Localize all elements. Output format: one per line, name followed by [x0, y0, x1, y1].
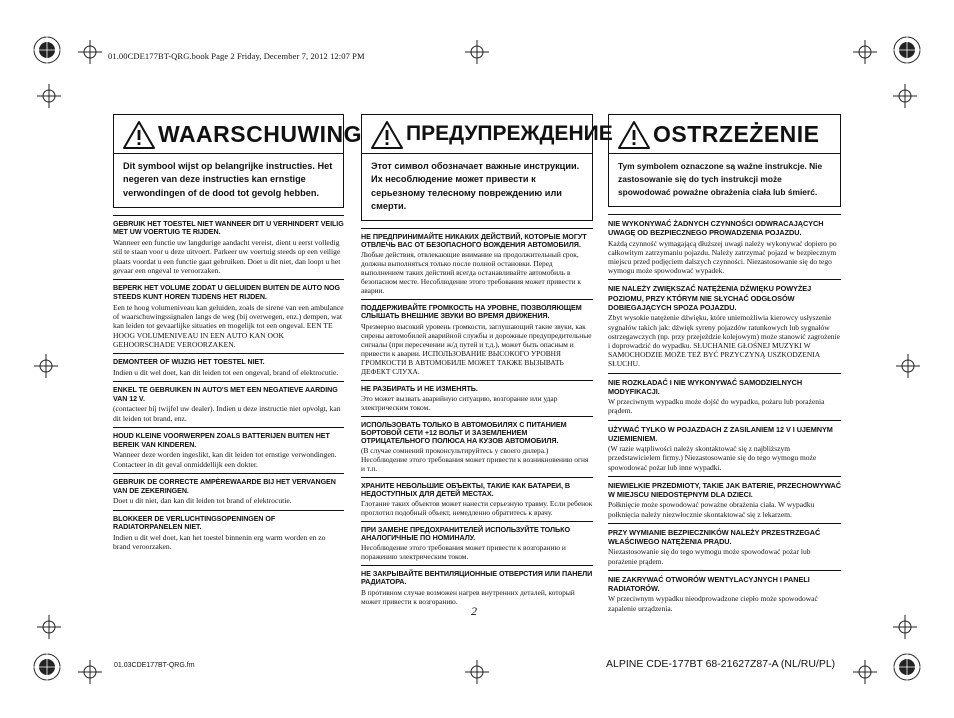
- warning-item-body: Это может вызвать аварийную ситуацию, возгорание или удар электрическим током.: [361, 393, 558, 412]
- warning-item-title: ИСПОЛЬЗОВАТЬ ТОЛЬКО В АВТОМОБИЛЯХ С ПИТАНИЕМ БОРТОВОЙ СЕТИ +12 ВОЛЬТ И ЗАЗЕМЛЕНИЕМ ОТРИЦАТЕЛЬНОГО ПОЛЮСА НА КУЗОВ АВТОМОБИЛЯ.: [361, 419, 567, 445]
- warning-item-title: NIE NALEŻY ZWIĘKSZAĆ NATĘŻENIA DŹWIĘKU POWYŻEJ POZIOMU, PRZY KTÓRYM NIE SŁYCHAĆ ODGŁOSÓW DOBIEGAJĄCYCH SPOZA POJAZDU.: [608, 284, 812, 312]
- crosshair-mark: [37, 615, 61, 639]
- warning-header-box: [608, 114, 841, 154]
- warning-item-title: NIE WYKONYWAĆ ŻADNYCH CZYNNOŚCI ODWRACAJĄCYCH UWAGĘ OD BEZPIECZNEGO PROWADZENIA POJAZDU.: [608, 219, 824, 238]
- registration-mark-bottom-right: [890, 650, 924, 684]
- warning-triangle-icon: [370, 120, 404, 150]
- warning-title: WAARSCHUWING: [158, 121, 363, 147]
- warning-item-title: NIEWIELKIE PRZEDMIOTY, TAKIE JAK BATERIE, PRZECHOWYWAĆ W MIEJSCU NIEDOSTĘPNYM DLA DZIECI.: [608, 480, 841, 500]
- warning-item-title: GEBRUIK DE CORRECTE AMPÈREWAARDE BIJ HET VERVANGEN VAN DE ZEKERINGEN.: [113, 478, 336, 495]
- crosshair-mark: [78, 40, 102, 64]
- warning-item: [361, 477, 593, 517]
- warning-item-body: Indien u dit wel doet, kan dit leiden tot een ongeval, brand of elektrocutie.: [113, 367, 339, 377]
- crosshair-mark: [893, 84, 917, 108]
- column-dutch: [113, 114, 363, 552]
- print-header: 01.00CDE177BT-QRG.book Page 2 Friday, December 7, 2012 12:07 PM: [108, 51, 365, 61]
- warning-intro: Dit symbool wijst op belangrijke instructies. Het negeren van deze instructies kan ernstige verwondingen of de dood tot gevolg hebben.: [113, 154, 344, 208]
- warning-item-title: UŻYWAĆ TYLKO W POJAZDACH Z ZASILANIEM 12 V I UJEMNYM UZIEMIENIEM.: [608, 424, 833, 443]
- crosshair-mark: [78, 660, 102, 684]
- warning-item-body: Doet u dit niet, dan kan dit leiden tot brand of elektrocutie.: [113, 496, 292, 506]
- warning-item: [361, 565, 593, 605]
- warning-item: [113, 427, 344, 469]
- warning-item: [361, 416, 593, 473]
- column-russian: [361, 114, 613, 606]
- warning-item-body: W przeciwnym wypadku może dojść do wypadku, pożaru lub porażenia prądem.: [608, 397, 825, 416]
- registration-mark-top-right: [890, 33, 924, 67]
- warning-item: [113, 510, 344, 552]
- warning-item-body: В противном случае возможен нагрев внутренних деталей, который может привести к возгоранию.: [361, 587, 575, 606]
- column-polish: [608, 114, 841, 613]
- warning-item-body: Любые действия, отвлекающие внимание на продолжительный срок, должны выполняться только после полной остановки. Перед выполнением таких действий всегда останавливайте автомобиль в безопасном месте. Несоблюдение этого требования может привести к аварии.: [361, 250, 581, 296]
- crosshair-mark: [465, 40, 489, 64]
- page-number: 2: [471, 604, 477, 618]
- warning-item-body: Чрезмерно высокий уровень громкости, заглушающий такие звуки, как сирены автомобилей аварийной службы и дорожные предупредительные сигналы (при пересечении ж/д путей и т.д.), может быть опасным и привести к аварии. ИСПОЛЬЗОВАНИЕ ВЫСОКОГО УРОВНЯ ГРОМКОСТИ В АВТОМОБИЛЕ МОЖЕТ ТАКЖЕ ВЫЗЫВАТЬ ДЕФЕКТ СЛУХА.: [361, 321, 592, 376]
- warning-item-title: BEPERK HET VOLUME ZODAT U GELUIDEN BUITEN DE AUTO NOG STEEDS KUNT HOREN TIJDENS HET RIJDEN.: [113, 284, 340, 302]
- warning-title: OSTRZEŻENIE: [653, 121, 820, 147]
- warning-item-body: (W razie wątpliwości należy skontaktować się z najbliższym przedstawicielem firmy.) Niezastosowanie się do tego wymogu może spowodować pożar lub inne wypadki.: [608, 444, 817, 472]
- warning-item: [113, 381, 344, 423]
- warning-title: ПРЕДУПРЕЖДЕНИЕ: [406, 122, 613, 145]
- footer-model-code: ALPINE CDE-177BT 68-21627Z87-A (NL/RU/PL): [606, 658, 836, 670]
- warning-item-title: НЕ ЗАКРЫВАЙТЕ ВЕНТИЛЯЦИОННЫЕ ОТВЕРСТИЯ ИЛИ ПАНЕЛИ РАДИАТОРА.: [361, 569, 593, 587]
- warning-item-title: ПОДДЕРЖИВАЙТЕ ГРОМКОСТЬ НА УРОВНЕ, ПОЗВОЛЯЮЩЕМ СЛЫШАТЬ ВНЕШНИЕ ЗВУКИ ВО ВРЕМЯ ДВИЖЕНИЯ.: [361, 303, 582, 321]
- warning-item-title: ХРАНИТЕ НЕБОЛЬШИЕ ОБЪЕКТЫ, ТАКИЕ КАК БАТАРЕИ, В НЕДОСТУПНЫХ ДЛЯ ДЕТЕЙ МЕСТАХ.: [361, 480, 571, 499]
- crosshair-mark: [465, 660, 489, 684]
- warning-triangle-icon: [122, 120, 156, 150]
- warning-item-title: ENKEL TE GEBRUIKEN IN AUTO'S MET EEN NEGATIEVE AARDING VAN 12 V.: [113, 386, 338, 403]
- warning-intro: Tym symbolem oznaczone są ważne instrukcje. Nie zastosowanie się do tych instrukcji może spowodować poważne obrażenia ciała lub śmierć.: [608, 154, 841, 207]
- crosshair-mark: [853, 660, 877, 684]
- crosshair-mark: [34, 354, 58, 378]
- warning-item: [361, 299, 593, 375]
- crosshair-mark: [853, 40, 877, 64]
- warning-item-title: ПРИ ЗАМЕНЕ ПРЕДОХРАНИТЕЛЕЙ ИСПОЛЬЗУЙТЕ ТОЛЬКО АНАЛОГИЧНЫЕ ПО НОМИНАЛУ.: [361, 525, 571, 543]
- warning-item: [113, 473, 344, 506]
- warning-item: [608, 523, 841, 566]
- warning-item: [113, 353, 344, 377]
- warning-item: [361, 380, 593, 412]
- warning-item-title: HOUD KLEINE VOORWERPEN ZOALS BATTERIJEN BUITEN HET BEREIK VAN KINDEREN.: [113, 432, 330, 449]
- warning-item-body: (contacteer bij twijfel uw dealer). Indien u deze instructie niet opvolgt, kan dit leiden tot brand, enz.: [113, 404, 341, 423]
- warning-item-title: PRZY WYMIANIE BEZPIECZNIKÓW NALEŻY PRZESTRZEGAĆ WŁAŚCIWEGO NATĘŻENIA PRĄDU.: [608, 527, 821, 547]
- warning-item: [113, 279, 344, 349]
- registration-mark-top-left: [30, 33, 64, 67]
- warning-item-body: Несоблюдение этого требования может привести к возгоранию и поражению электрическим током.: [361, 543, 566, 562]
- crosshair-mark: [37, 84, 61, 108]
- warning-item-body: Wanneer een functie uw langdurige aandacht vereist, dient u eerst volledig stil te staan voor u deze uitvoert. Parkeer uw voertuig steeds op een veilige plaats voordat u een functie gaat gebruiken. Doet u dit niet, dan loopt u het gevaar een ongeval te veroorzaken.: [113, 238, 341, 276]
- warning-item: [608, 279, 841, 368]
- warning-header-box: [113, 114, 363, 154]
- warning-header-box: [361, 114, 613, 154]
- warning-item-body: Każdą czynność wymagającą dłuższej uwagi należy wykonywać dopiero po całkowitym zatrzymaniu pojazdu. Należy zatrzymać pojazd w bezpiecznym miejscu przed podjęciem dalszych czynności. Niezastosowanie się do tego wymogu może spowodować wypadek.: [608, 238, 837, 276]
- warning-item: [608, 476, 841, 519]
- warning-item-title: NIE ROZKŁADAĆ I NIE WYKONYWAĆ SAMODZIELNYCH MODYFIKACJI.: [608, 377, 803, 396]
- warning-item-title: GEBRUIK HET TOESTEL NIET WANNEER DIT U VERHINDERT VEILIG MET UW VOERTUIG TE RIJDEN.: [113, 219, 344, 237]
- warning-item-title: НЕ РАЗБИРАТЬ И НЕ ИЗМЕНЯТЬ.: [361, 383, 478, 393]
- warning-item: [608, 420, 841, 472]
- warning-item-body: Połknięcie może spowodować poważne obrażenia ciała. W wypadku połknięcia należy niezwłocznie skontaktować się z lekarzem.: [608, 500, 815, 519]
- crosshair-mark: [893, 615, 917, 639]
- warning-item: [361, 521, 593, 561]
- warning-item: [608, 214, 841, 275]
- warning-item-body: W przeciwnym wypadku nieodprowadzone ciepło może spowodować zapalenie urządzenia.: [608, 594, 818, 613]
- crosshair-mark: [896, 354, 920, 378]
- warning-triangle-icon: [617, 120, 651, 150]
- warning-item-body: Wanneer deze worden ingeslikt, kan dit leiden tot ernstige verwondingen. Contacteer in dit geval onmiddellijk een dokter.: [113, 450, 337, 469]
- warning-item-title: НЕ ПРЕДПРИНИМАЙТЕ НИКАКИХ ДЕЙСТВИЙ, КОТОРЫЕ МОГУТ ОТВЛЕЧЬ ВАС ОТ БЕЗОПАСНОГО ВОЖДЕНИЯ АВТОМОБИЛЯ.: [361, 232, 587, 250]
- warning-sections: [608, 214, 841, 613]
- warning-item-title: NIE ZAKRYWAĆ OTWORÓW WENTYLACYJNYCH I PANELI RADIATORÓW.: [608, 574, 810, 594]
- warning-item-body: (В случае сомнений проконсультируйтесь у своего дилера.) Несоблюдение этого требования может привести к возникновению огня и т.п.: [361, 445, 589, 473]
- warning-item-title: DEMONTEER OF WIJZIG HET TOESTEL NIET.: [113, 358, 265, 367]
- registration-mark-bottom-left: [30, 650, 64, 684]
- warning-item-body: Глотание таких объектов может нанести серьезную травму. Если ребенок проглотил подобный объект, немедленно обратитесь к врачу.: [361, 499, 593, 518]
- warning-item: [608, 570, 841, 613]
- warning-item: [608, 373, 841, 416]
- warning-item: [361, 228, 593, 295]
- footer-filename: 01.03CDE177BT-QRG.fm: [114, 662, 195, 669]
- warning-item-body: Niezastosowanie się do tego wymogu może spowodować pożar lub porażenie prądem.: [608, 547, 811, 566]
- warning-intro: Этот символ обозначает важные инструкции. Их несоблюдение может привести к серьезному телесному повреждению или смерти.: [361, 154, 593, 221]
- warning-item-body: Zbyt wysokie natężenie dźwięku, które uniemożliwia kierowcy usłyszenie sygnałów takich jak: dźwięk syreny pojazdów ratunkowych lub sygnałów ostrzegawczych (np. przy przejeździe kolejowym) może stanowić zagrożenie i doprowadzić do wypadku. SŁUCHANIE GŁOŚNEJ MUZYKI W SAMOCHODZIE MOŻE TEŻ BYĆ PRZYCZYNĄ USZKODZENIA SŁUCHU.: [608, 313, 840, 369]
- warning-item: [113, 215, 344, 276]
- warning-item-body: Een te hoog volumeniveau kan geluiden, zoals de sirene van een ambulance of waarschuwingssignalen langs de weg (bij overwegen, enz.) dempen, wat kan leiden tot gevaarlijke situaties en mogelijk tot een ongeval. EEN TE HOOG VOLUMENIVEAU IN EEN AUTO KAN OOK GEHOORSCHADE VEROORZAKEN.: [113, 302, 344, 350]
- warning-sections: [361, 228, 593, 605]
- warning-item-body: Indien u dit wel doet, kan het toestel binnenin erg warm worden en zo brand veroorzaken.: [113, 532, 326, 552]
- warning-sections: [113, 215, 344, 552]
- warning-item-title: BLOKKEER DE VERLUCHTINGSOPENINGEN OF RADIATORPANELEN NIET.: [113, 514, 276, 532]
